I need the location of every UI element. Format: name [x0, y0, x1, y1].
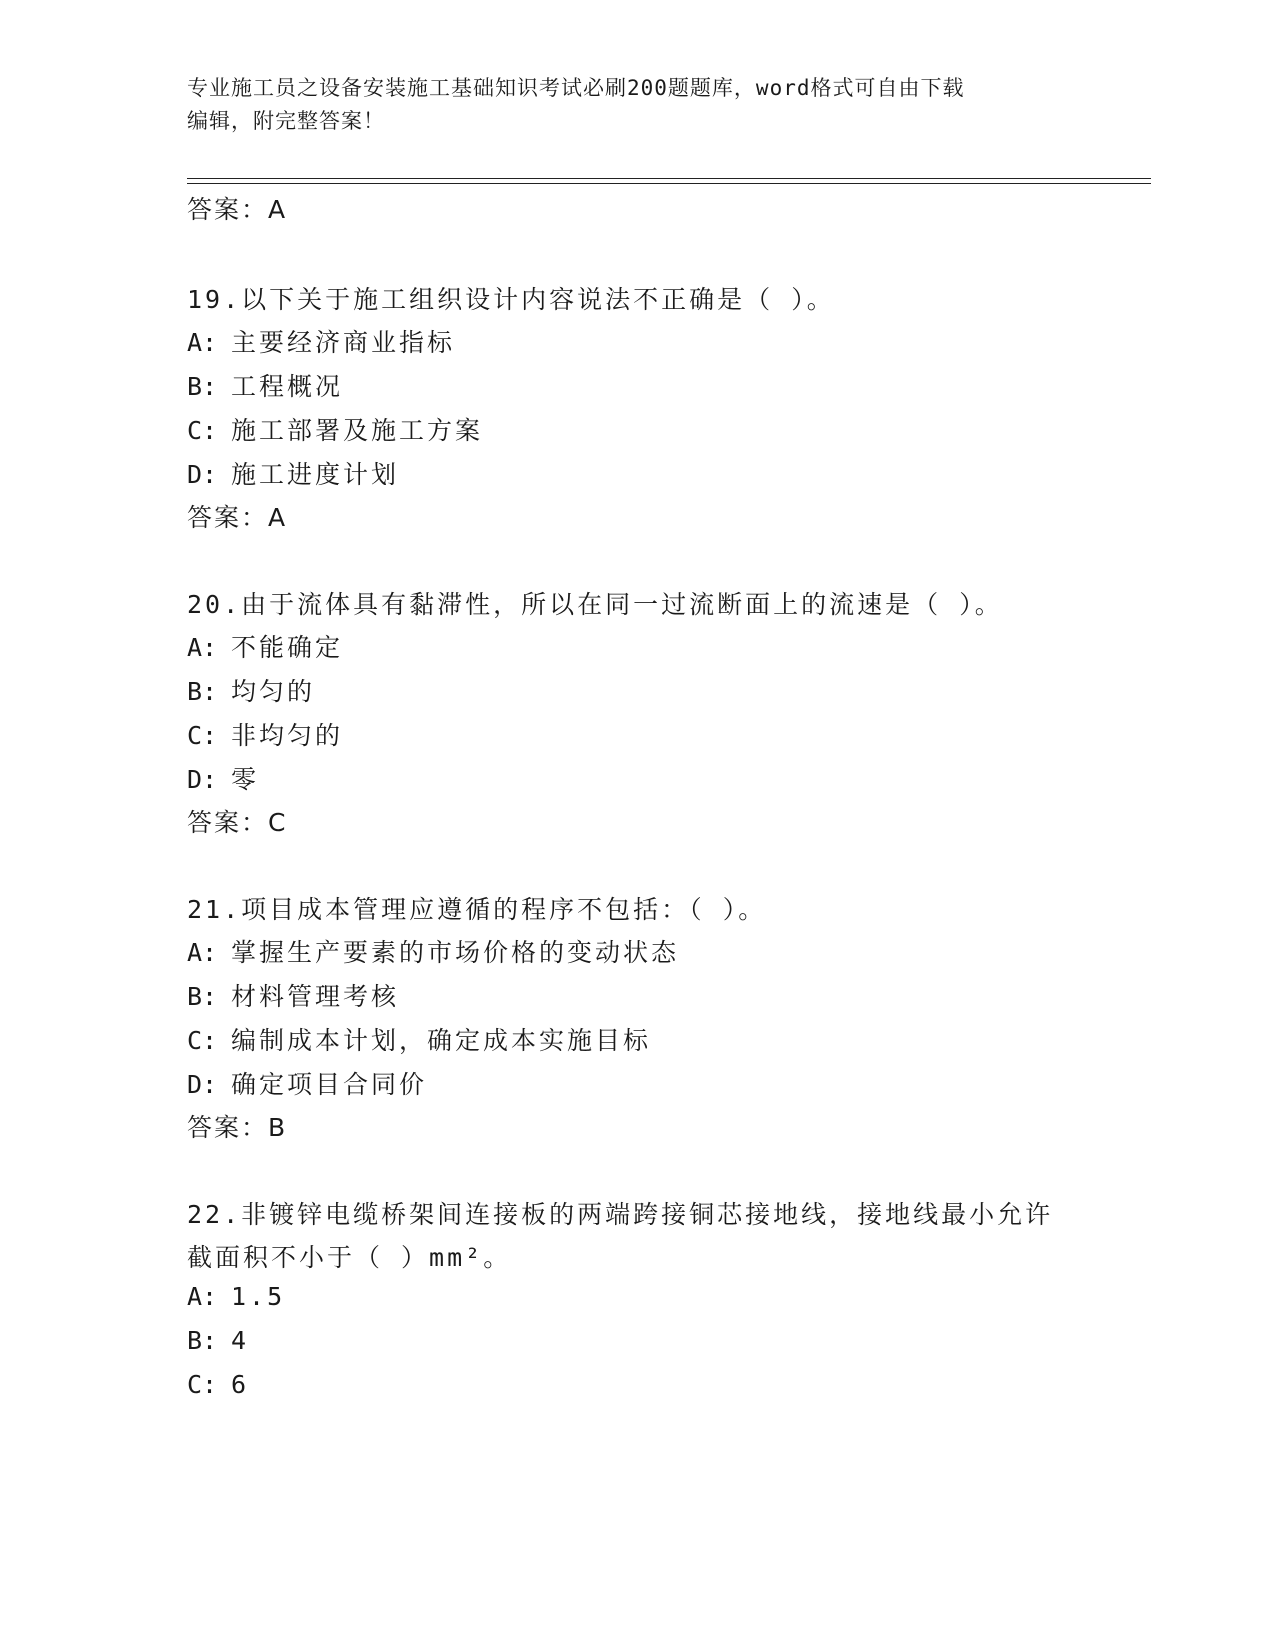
- header-line-2: 编辑，附完整答案！: [187, 109, 385, 133]
- question-20-option-a: A: 不能确定: [187, 633, 344, 662]
- question-20-answer: 答案：C: [187, 808, 288, 837]
- question-19-answer: 答案：A: [187, 503, 288, 532]
- question-20-option-d: D: 零: [187, 765, 260, 794]
- question-19-option-a: A: 主要经济商业指标: [187, 328, 456, 357]
- question-20-stem: 20.由于流体具有黏滞性，所以在同一过流断面上的流速是（ ）。: [187, 590, 1003, 619]
- question-22-option-a: A: 1.5: [187, 1282, 286, 1311]
- question-21-option-c: C: 编制成本计划，确定成本实施目标: [187, 1026, 652, 1055]
- question-22-stem-line-2: 截面积不小于（ ）mm²。: [187, 1243, 512, 1272]
- question-22-option-b: B: 4: [187, 1326, 250, 1355]
- question-22-stem-line-1: 22.非镀锌电缆桥架间连接板的两端跨接铜芯接地线，接地线最小允许: [187, 1200, 1054, 1229]
- question-21-stem: 21.项目成本管理应遵循的程序不包括：（ ）。: [187, 895, 767, 924]
- question-19-option-d: D: 施工进度计划: [187, 460, 400, 489]
- question-20-option-c: C: 非均匀的: [187, 721, 344, 750]
- question-19-stem: 19.以下关于施工组织设计内容说法不正确是（ ）。: [187, 285, 835, 314]
- question-19-option-b: B: 工程概况: [187, 372, 344, 401]
- header-line-1: 专业施工员之设备安装施工基础知识考试必刷200题题库，word格式可自由下载: [187, 76, 965, 100]
- question-21-option-a: A: 掌握生产要素的市场价格的变动状态: [187, 938, 680, 967]
- header-divider-bottom: [187, 183, 1151, 184]
- answer-previous: 答案：A: [187, 195, 288, 224]
- question-21-option-b: B: 材料管理考核: [187, 982, 400, 1011]
- question-20-option-b: B: 均匀的: [187, 677, 316, 706]
- header-divider-top: [187, 178, 1151, 179]
- question-21-option-d: D: 确定项目合同价: [187, 1070, 428, 1099]
- question-19-option-c: C: 施工部署及施工方案: [187, 416, 484, 445]
- question-21-answer: 答案：B: [187, 1113, 288, 1142]
- document-header: [187, 72, 1087, 138]
- question-22-option-c: C: 6: [187, 1370, 250, 1399]
